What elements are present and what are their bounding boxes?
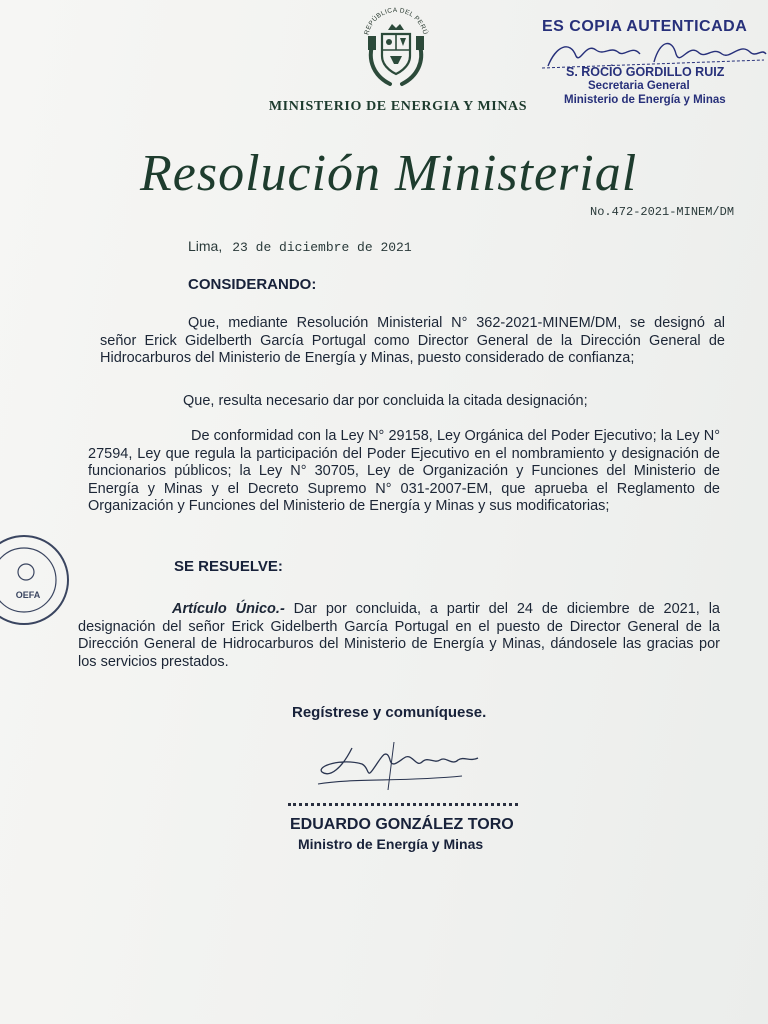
date-value: 23 de diciembre de 2021 xyxy=(232,240,412,255)
signature-dotted-line xyxy=(288,803,518,806)
date-city: Lima, xyxy=(188,238,223,254)
stamp-signer-role: Secretaria General xyxy=(588,80,690,92)
stamp-title: ES COPIA AUTENTICADA xyxy=(542,18,748,35)
stamp-ministry: Ministerio de Energía y Minas xyxy=(564,94,726,106)
oefa-stamp-label: OEFA xyxy=(15,590,41,600)
paragraph-1: Que, mediante Resolución Ministerial N° 362-2021-MINEM/DM, se designó al señor Erick Gidelberth García Portugal como Director General de la Dirección General de Hidrocarburos del Ministerio de Energía y Minas, puesto considerado de confianza; xyxy=(100,315,725,366)
article-paragraph xyxy=(78,601,720,671)
svg-text:REPÚBLICA DEL PERÚ: REPÚBLICA DEL PERÚ xyxy=(363,6,429,36)
signer-name: EDUARDO GONZÁLEZ TORO xyxy=(290,816,514,833)
document-number: No.472-2021-MINEM/DM xyxy=(590,205,735,219)
signer-role: Ministro de Energía y Minas xyxy=(298,836,484,852)
paragraph-3: De conformidad con la Ley N° 29158, Ley Orgánica del Poder Ejecutivo; la Ley N° 27594, Ley que regula la participación del Poder Ejecutivo en el nombramiento y designación de funcionarios públicos; la Ley N° 30705, Ley de Organización y Funciones del Ministerio de Energía y Minas y el Decreto Supremo N° 031-2007-EM, que aprueba el Reglamento de Organización y Funciones del Ministerio de Energía y Minas y sus modificatorias; xyxy=(88,428,720,514)
stamp-signer-name: S. ROCÍO GORDILLO RUIZ xyxy=(566,65,725,79)
considerando-heading: CONSIDERANDO: xyxy=(188,276,317,293)
ministry-name: MINISTERIO DE ENERGIA Y MINAS xyxy=(268,99,528,114)
date-line xyxy=(188,238,412,255)
paragraph-2: Que, resulta necesario dar por concluida la citada designación; xyxy=(183,393,588,409)
resuelve-heading: SE RESUELVE: xyxy=(174,558,283,575)
closing-phrase: Regístrese y comuníquese. xyxy=(292,704,487,721)
article-text: Dar por concluida, a partir del 24 de diciembre de 2021, la designación del señor Erick Gidelberth García Portugal en el puesto de Director General de la Dirección General de Hidrocarburos del Ministerio de Energía y Minas, dándosele las gracias por los servicios prestados. xyxy=(78,601,720,670)
oefa-stamp-icon xyxy=(0,532,72,628)
signature-icon xyxy=(312,738,488,796)
document-title: Resolución Ministerial xyxy=(140,145,638,202)
article-heading: Artículo Único.- xyxy=(172,601,285,617)
coat-of-arms-icon xyxy=(358,6,434,90)
authentication-stamp xyxy=(528,12,768,110)
